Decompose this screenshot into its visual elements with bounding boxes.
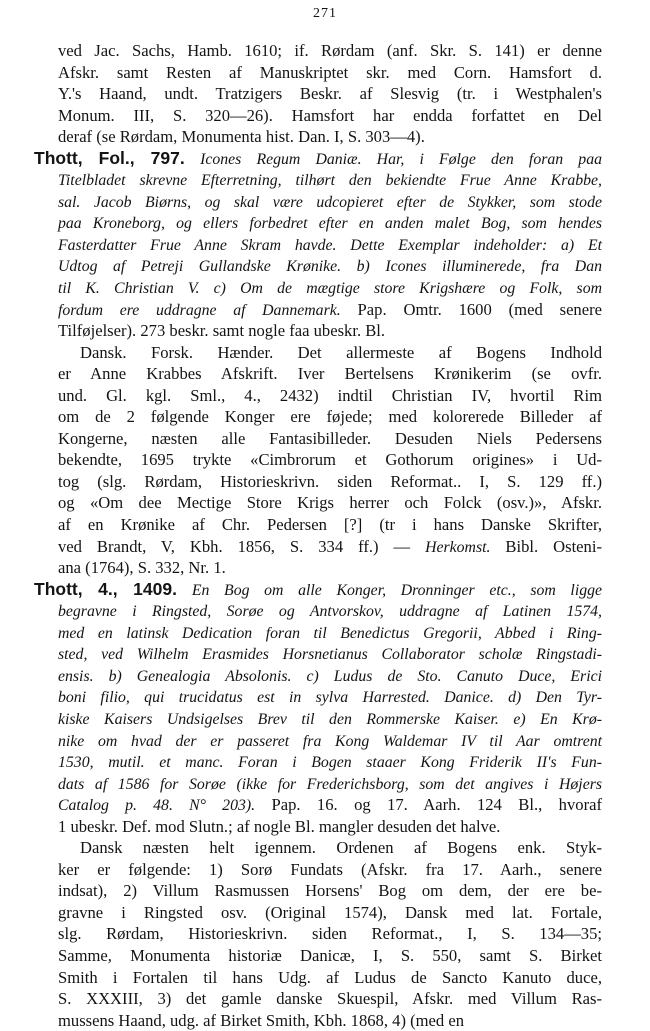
title-text: Udtog af Petreji Gullandske Krønike. b) Icones illuminerede, fra Dan [58,258,602,276]
entry-title-text: Icones Regum Daniæ. Har, i Følge den foran paa [200,150,603,168]
text-line [58,385,602,407]
line-text: Pap. 16. og 17. Aarh. 124 Bl., hvoraf [255,795,602,815]
text-line [58,643,602,665]
text-line [58,105,602,127]
text-line [58,363,602,385]
text-line [58,945,602,967]
text-line [58,686,602,708]
entry-heading-line [34,148,602,170]
text-line [58,514,602,536]
italic-text: Herkomst. [425,538,491,556]
paragraph-start-line [58,342,602,364]
text-line [58,212,602,234]
line-text: Samme, Monumenta historiæ Danicæ, I, S. 550, samt S. Birket [58,945,602,965]
line-text: Y.'s Haand, undt. Tratzigers Beskr. af Slesvig (tr. i Westphalen's [58,84,602,104]
text-line [58,62,602,84]
line-text: er Anne Krabbes Afskrift. Iver Bertelsens Krønikerim (se ovfr. [58,364,602,384]
line-text: Bibl. Osteni- [490,536,602,556]
entry-shelfmark: Thott, Fol., 797. [34,147,185,168]
text-line [58,816,602,838]
line-text: ved Brandt, V, Kbh. 1856, S. 334 ff.) — [58,536,426,556]
paragraph-start-line [58,837,602,859]
text-line [58,234,602,256]
text-line [58,191,602,213]
line-text: mussens Haand, udg. af Birket Smith, Kbh. 1868, 4) (med en [58,1010,465,1030]
line-text: af en Krønike af Chr. Pedersen [?] (tr i hans Danske Skrifter, [58,515,602,535]
text-line [58,967,602,989]
text-line [58,126,602,148]
line-text: Smith i Fortalen til hans Udg. af Ludus de Sancto Kanuto duce, [58,967,602,987]
text-line [58,320,602,342]
line-text: Pap. Omtr. 1600 (med senere [340,299,602,319]
text-line [58,1010,602,1031]
text-line [58,428,602,450]
text-line [58,600,602,622]
title-text: fordum ere uddragne af Dannemark. [58,301,341,319]
title-text: Catalog p. 48. N° 203). [58,797,256,815]
title-text: sal. Jacob Biørns, og skal være udcopieret efter de Stykker, som stode [58,193,602,211]
text-line [58,880,602,902]
text-line [58,859,602,881]
line-text: Dansk. Forsk. Hænder. Det allermeste af Bogens Indhold [80,342,602,362]
text-line [58,83,602,105]
title-text: begravne i Ringsted, Sorøe og Antvorskov, uddragne af Latinen 1574, [58,603,602,621]
title-text: boni filio, qui trucidatus est in sylva Harrested. Danice. d) Den Tyr- [58,689,602,707]
title-text: Titelbladet skrevne Efterretning, tilhørt den bekiendte Frue Anne Krabbe, [58,172,602,190]
line-text: und. Gl. kgl. Sml., 4., 2432) indtil Christian IV, hvortil Rim [58,385,602,405]
title-text: 1530, mutil. et manc. Foran i Bogen staaer Kong Friderik II's Fun- [58,754,602,772]
line-text: om de 2 følgende Konger ere føjede; med kolorerede Billeder af [58,407,602,427]
line-text: deraf (se Rørdam, Monumenta hist. Dan. I, S. 303—4). [58,127,425,147]
line-text: gravne i Ringsted osv. (Original 1574), Dansk med lat. Fortale, [58,902,602,922]
text-line [58,406,602,428]
text-line [58,902,602,924]
text-line [58,794,602,816]
title-text: til K. Christian V. c) Om de mægtige store Krigshære og Folk, som [58,280,602,298]
line-text: tog (slg. Rørdam, Historieskrivn. siden Reformat.. I, S. 129 ff.) [58,471,602,491]
entry-title-text: En Bog om alle Konger, Dronninger etc., som ligge [191,581,603,599]
text-line [58,730,602,752]
line-text: Afskr. samt Resten af Manuskriptet skr. med Corn. Hamsfort d. [58,62,602,82]
line-text: ker er følgende: 1) Sorø Fundats (Afskr. fra 17. Aarh., senere [58,859,602,879]
text-line [58,751,602,773]
line-text: Kongerne, næsten alle Fantasibilleder. Desuden Niels Pedersens [58,428,602,448]
title-text: paa Kroneborg, og ellers forbedret efter en anden malet Bog, som hendes [58,215,602,233]
line-text: 1 ubeskr. Def. mod Slutn.; af nogle Bl. mangler desuden det halve. [58,816,501,836]
text-line [58,988,602,1010]
entry-shelfmark: Thott, 4., 1409. [34,578,177,599]
line-text: og «Om dee Mectige Store Krigs herrer och Folck (osv.)», Afskr. [58,493,602,513]
text-line [58,169,602,191]
line-text: indsat), 2) Villum Rasmussen Horsens' Bog om dem, der ere be- [58,881,602,901]
text-line [58,492,602,514]
page-body [34,40,603,1031]
title-text: ensis. b) Genealogia Absolonis. c) Ludus de Sto. Canuto Duce, Erici [58,667,602,685]
text-line [58,299,602,321]
text-line [58,255,602,277]
text-line [58,773,602,795]
text-line [58,449,602,471]
title-text: dats af 1586 for Sorøe (ikke for Frederichsborg, som det angives i Højers [58,775,602,793]
line-text: ved Jac. Sachs, Hamb. 1610; if. Rørdam (anf. Skr. S. 141) er denne [58,41,602,60]
line-text: slg. Rørdam, Historieskrivn. siden Reformat., I, S. 134—35; [58,924,602,944]
text-line [58,277,602,299]
line-text: Tilføjelser). 273 beskr. samt nogle faa ubeskr. Bl. [58,321,386,341]
title-text: Fasterdatter Frue Anne Skram havde. Dette Exemplar indeholder: a) Et [58,236,602,254]
line-text: Monum. III, S. 320—26). Hamsfort har endda forfattet en Del [58,105,602,125]
text-line [58,40,602,62]
title-text: kiske Kaisers Undsigelses Brev til den Rommerske Kaiser. e) En Krø- [58,710,602,728]
text-line [58,923,602,945]
entry-heading-line [34,579,602,601]
text-line [58,536,602,558]
title-text: med en latinsk Dedication foran til Benedictus Gregorii, Abbed i Ring- [58,624,602,642]
title-text: nike om hvad der er passeret fra Kong Waldemar IV til Aar omtrent [58,732,602,750]
line-text: Dansk næsten helt igennem. Ordenen af Bogens enk. Styk- [80,838,602,858]
text-line [58,471,602,493]
line-text: ana (1764), S. 332, Nr. 1. [58,558,226,578]
text-line [58,708,602,730]
text-line [58,557,602,579]
line-text: S. XXXIII, 3) det gamle danske Skuespil, Afskr. med Villum Ras- [58,989,602,1009]
text-line [58,665,602,687]
text-line [58,622,602,644]
line-text: bekendte, 1695 trykte «Cimbrorum et Gothorum origines» i Ud- [58,450,602,470]
page-number: 271 [313,6,337,21]
title-text: sted, ved Wilhelm Erasmides Horsnetianus Collaborator scholæ Ringstadi- [58,646,602,664]
